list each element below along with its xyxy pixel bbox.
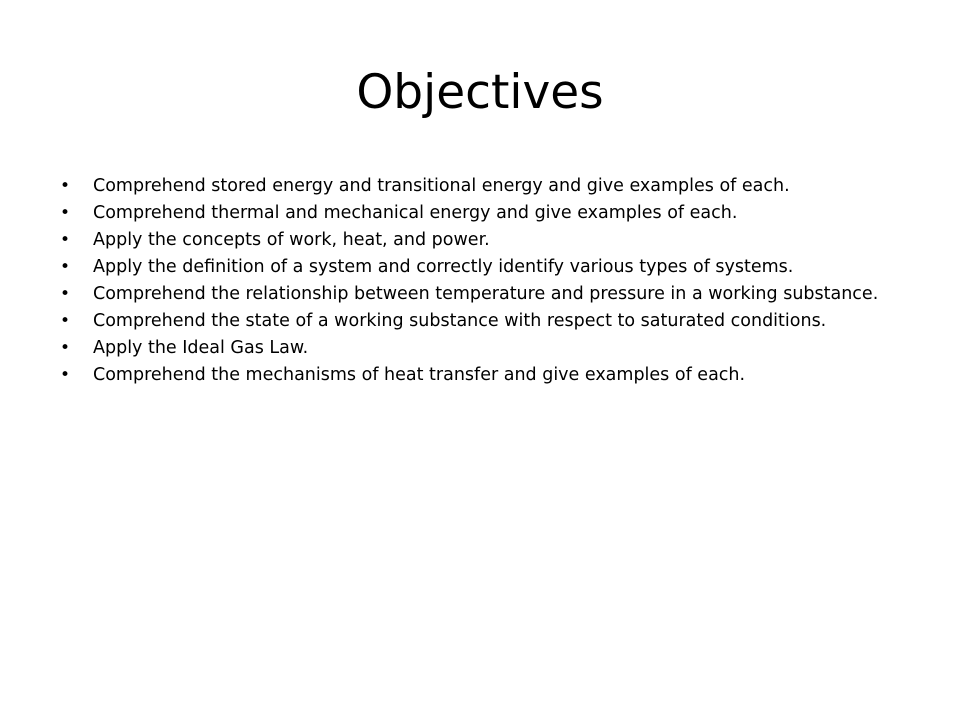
- objective-text: Comprehend thermal and mechanical energy and give examples of each.: [93, 203, 738, 223]
- objective-text: Apply the definition of a system and correctly identify various types of systems.: [93, 257, 794, 277]
- objective-text: Comprehend stored energy and transitional energy and give examples of each.: [93, 176, 790, 196]
- objective-text: Comprehend the state of a working substance with respect to saturated conditions.: [93, 311, 827, 331]
- bullet-icon: •: [60, 365, 71, 385]
- bullet-icon: •: [60, 203, 71, 223]
- bullet-icon: •: [60, 230, 71, 250]
- list-item: [60, 200, 880, 227]
- list-item: [60, 227, 880, 254]
- list-item: [60, 281, 880, 308]
- bullet-icon: •: [60, 176, 71, 196]
- list-item: [60, 362, 880, 389]
- objectives-list: [60, 173, 880, 389]
- list-item: [60, 308, 880, 335]
- list-item: [60, 254, 880, 281]
- list-item: [60, 335, 880, 362]
- objective-text: Comprehend the mechanisms of heat transfer and give examples of each.: [93, 365, 746, 385]
- slide-title: Objectives: [356, 65, 604, 120]
- bullet-icon: •: [60, 311, 71, 331]
- bullet-icon: •: [60, 284, 71, 304]
- objective-text: Comprehend the relationship between temperature and pressure in a working substance.: [93, 284, 879, 304]
- bullet-icon: •: [60, 257, 71, 277]
- objective-text: Apply the Ideal Gas Law.: [93, 338, 309, 358]
- bullet-icon: •: [60, 338, 71, 358]
- list-item: [60, 173, 880, 200]
- objective-text: Apply the concepts of work, heat, and power.: [93, 230, 490, 250]
